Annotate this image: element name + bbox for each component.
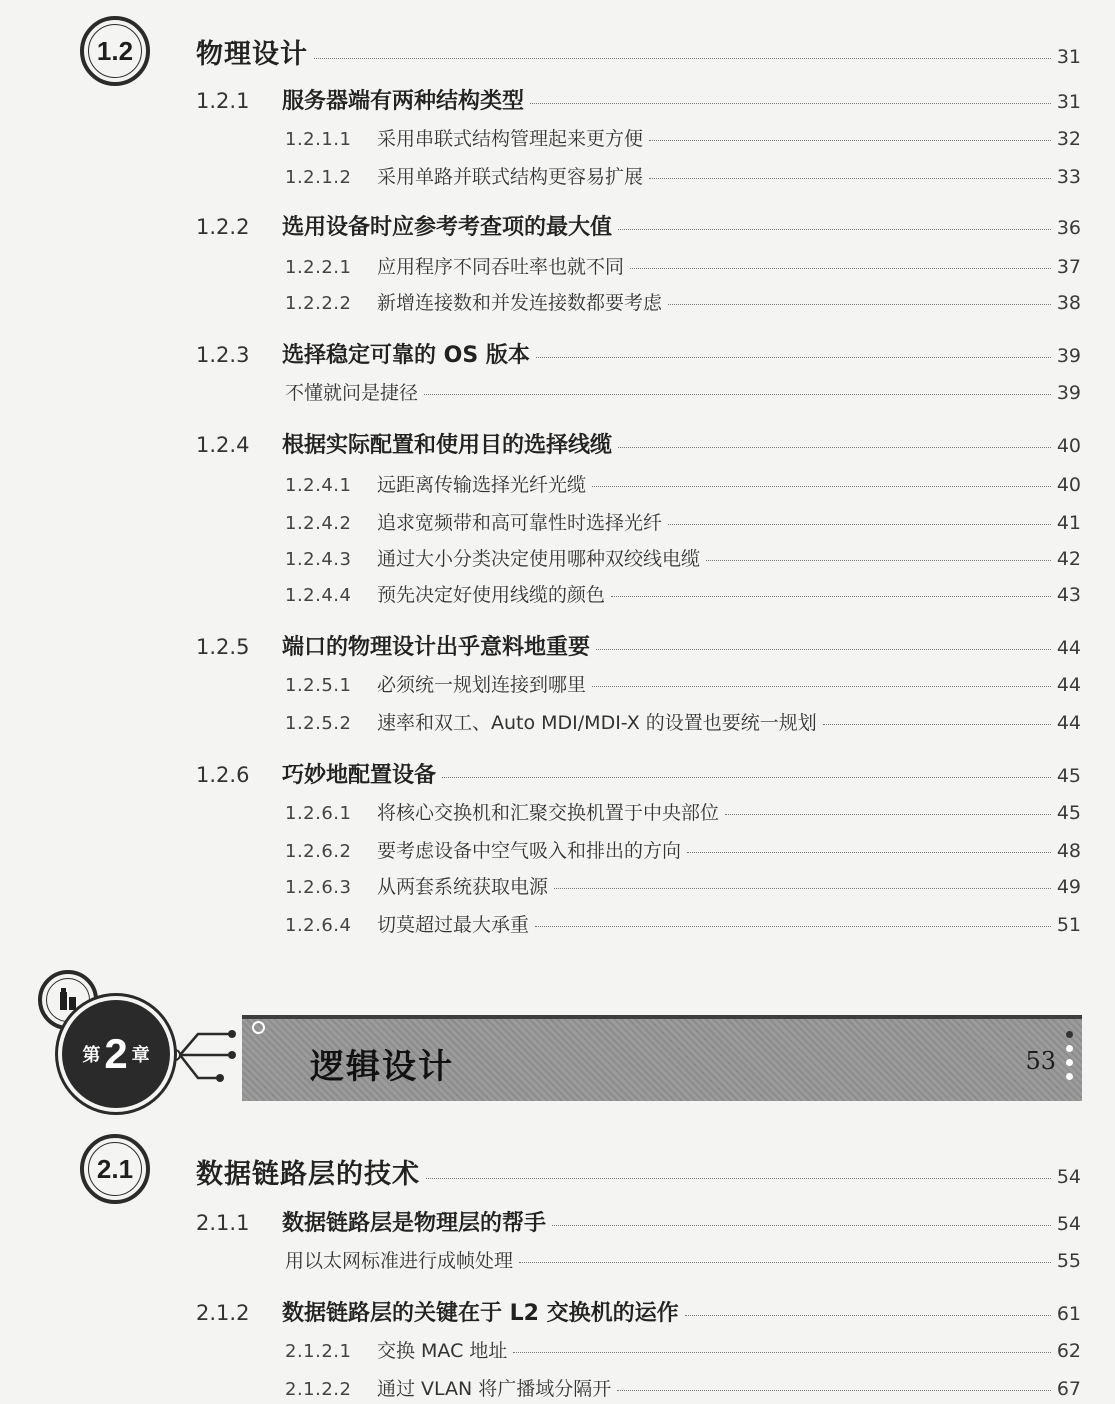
section-badge — [80, 1134, 150, 1204]
entry-number: 1.2.2.1 — [285, 257, 352, 278]
entry-number: 1.2.4 — [196, 433, 250, 457]
banner-ring-icon — [252, 1021, 265, 1034]
entry-number: 1.2.5.1 — [285, 675, 352, 696]
page-number: 37 — [1056, 256, 1081, 278]
dot-leader — [725, 814, 1051, 815]
page-number: 33 — [1056, 166, 1081, 188]
dot-leader — [668, 524, 1051, 525]
toc-entry[interactable] — [196, 1206, 1081, 1236]
section-badge-number: 1.2 — [96, 35, 134, 66]
entry-title: 将核心交换机和汇聚交换机置于中央部位 — [377, 802, 720, 824]
entry-title: 选择稳定可靠的 OS 版本 — [282, 343, 530, 368]
entry-title: 速率和双工、Auto MDI/MDI-X 的设置也要统一规划 — [377, 712, 817, 734]
entry-number: 1.2.3 — [196, 343, 250, 367]
dot-leader — [424, 394, 1051, 395]
entry-title: 远距离传输选择光纤光缆 — [377, 474, 587, 496]
toc-entry[interactable] — [285, 872, 1081, 902]
page-number: 42 — [1056, 548, 1081, 570]
page-number: 49 — [1056, 876, 1081, 898]
toc-entry[interactable] — [285, 162, 1081, 192]
books-icon — [52, 984, 84, 1016]
page-number: 32 — [1056, 128, 1081, 150]
page-number: 61 — [1056, 1303, 1081, 1325]
toc-entry[interactable] — [285, 508, 1081, 538]
entry-number: 2.1.1 — [196, 1211, 250, 1235]
dot-leader — [592, 486, 1051, 487]
entry-number: 1.2.5.2 — [285, 713, 352, 734]
entry-title: 切莫超过最大承重 — [377, 914, 530, 936]
toc-entry[interactable] — [285, 378, 1081, 408]
dot-leader — [314, 58, 1051, 59]
dot-leader — [592, 686, 1051, 687]
entry-title: 从两套系统获取电源 — [377, 876, 549, 898]
page-number: 54 — [1056, 1213, 1081, 1235]
page-number: 31 — [1056, 91, 1081, 113]
toc-entry[interactable] — [285, 1374, 1081, 1404]
dot-leader — [530, 103, 1051, 104]
entry-number: 1.2.1.1 — [285, 129, 352, 150]
dot-leader — [618, 229, 1051, 230]
page-number: 55 — [1056, 1250, 1081, 1272]
page-number: 44 — [1056, 637, 1081, 659]
dot-leader — [519, 1262, 1051, 1263]
entry-title: 通过大小分类决定使用哪种双绞线电缆 — [377, 548, 701, 570]
page-number: 48 — [1056, 840, 1081, 862]
entry-number: 1.2.2.2 — [285, 293, 352, 314]
toc-entry[interactable] — [196, 210, 1081, 240]
dot-leader — [552, 1225, 1051, 1226]
dot-leader — [823, 724, 1051, 725]
entry-title: 交换 MAC 地址 — [377, 1340, 508, 1362]
dot-leader — [630, 268, 1051, 269]
page-number: 40 — [1056, 435, 1081, 457]
page-number: 54 — [1056, 1166, 1081, 1188]
dot-leader — [554, 888, 1051, 889]
page-number: 67 — [1056, 1378, 1081, 1400]
entry-number: 1.2.2 — [196, 215, 250, 239]
toc-section-heading[interactable] — [196, 32, 1081, 70]
dot-leader — [668, 304, 1051, 305]
toc-entry[interactable] — [196, 630, 1081, 660]
page-number: 44 — [1056, 712, 1081, 734]
toc-entry[interactable] — [196, 428, 1081, 458]
dot-leader — [426, 1178, 1051, 1179]
dot-leader — [513, 1352, 1050, 1353]
toc-entry[interactable] — [196, 1296, 1081, 1326]
entry-number: 1.2.5 — [196, 635, 250, 659]
entry-title: 应用程序不同吞吐率也就不同 — [377, 256, 625, 278]
page-number: 51 — [1056, 914, 1081, 936]
entry-number: 1.2.1 — [196, 89, 250, 113]
chapter-number: 2 — [104, 1030, 128, 1077]
page-number: 44 — [1056, 674, 1081, 696]
entry-title: 采用单路并联式结构更容易扩展 — [377, 166, 644, 188]
entry-title: 追求宽频带和高可靠性时选择光纤 — [377, 512, 663, 534]
toc-entry[interactable] — [285, 252, 1081, 282]
entry-title: 不懂就问是捷径 — [285, 382, 419, 404]
toc-entry[interactable] — [285, 910, 1081, 940]
banner-dots-icon — [1066, 1031, 1074, 1087]
toc-entry[interactable] — [285, 670, 1081, 700]
entry-title: 端口的物理设计出乎意料地重要 — [282, 635, 591, 660]
entry-title: 新增连接数和并发连接数都要考虑 — [377, 292, 663, 314]
toc-entry[interactable] — [285, 544, 1081, 574]
chapter-connector-lines — [170, 1020, 245, 1090]
chapter-page-number: 53 — [1025, 1047, 1056, 1075]
toc-entry[interactable] — [196, 758, 1081, 788]
page-number: 45 — [1056, 802, 1081, 824]
page-number: 40 — [1056, 474, 1081, 496]
toc-entry[interactable] — [285, 708, 1081, 738]
entry-number: 1.2.6 — [196, 763, 250, 787]
entry-number: 1.2.4.3 — [285, 549, 352, 570]
page-number: 36 — [1056, 217, 1081, 239]
toc-entry[interactable] — [196, 84, 1081, 114]
section-badge — [80, 16, 150, 86]
entry-title: 巧妙地配置设备 — [282, 763, 437, 788]
entry-number: 1.2.6.3 — [285, 877, 352, 898]
page-number: 38 — [1056, 292, 1081, 314]
page-number: 41 — [1056, 512, 1081, 534]
entry-title: 预先决定好使用线缆的颜色 — [377, 584, 606, 606]
entry-title: 要考虑设备中空气吸入和排出的方向 — [377, 840, 682, 862]
entry-number: 1.2.4.4 — [285, 585, 352, 606]
entry-title: 服务器端有两种结构类型 — [282, 89, 525, 114]
chapter-banner[interactable] — [242, 1015, 1082, 1101]
entry-title: 采用串联式结构管理起来更方便 — [377, 128, 644, 150]
entry-number: 1.2.4.1 — [285, 475, 352, 496]
toc-section-heading[interactable] — [196, 1152, 1081, 1190]
toc-entry[interactable] — [285, 836, 1081, 866]
entry-number: 1.2.6.1 — [285, 803, 352, 824]
toc-entry[interactable] — [285, 1336, 1081, 1366]
entry-number: 2.1.2.2 — [285, 1379, 352, 1400]
dot-leader — [649, 178, 1051, 179]
page-number: 39 — [1056, 382, 1081, 404]
dot-leader — [536, 357, 1051, 358]
entry-title: 根据实际配置和使用目的选择线缆 — [282, 433, 613, 458]
page-number: 62 — [1056, 1340, 1081, 1362]
toc-entry[interactable] — [285, 1246, 1081, 1276]
toc-entry[interactable] — [285, 470, 1081, 500]
dot-leader — [535, 926, 1051, 927]
entry-number: 1.2.6.4 — [285, 915, 352, 936]
entry-title: 用以太网标准进行成帧处理 — [285, 1250, 514, 1272]
page-number: 39 — [1056, 345, 1081, 367]
page-number: 45 — [1056, 765, 1081, 787]
page-number: 43 — [1056, 584, 1081, 606]
entry-title: 必须统一规划连接到哪里 — [377, 674, 587, 696]
chapter-suffix: 章 — [131, 1045, 150, 1066]
toc-entry[interactable] — [285, 288, 1081, 318]
toc-entry[interactable] — [196, 338, 1081, 368]
toc-entry[interactable] — [285, 124, 1081, 154]
entry-number: 2.1.2 — [196, 1301, 250, 1325]
dot-leader — [611, 596, 1051, 597]
entry-number: 1.2.1.2 — [285, 167, 352, 188]
toc-entry[interactable] — [285, 798, 1081, 828]
toc-entry[interactable] — [285, 580, 1081, 610]
entry-number: 2.1.2.1 — [285, 1341, 352, 1362]
dot-leader — [618, 447, 1051, 448]
dot-leader — [649, 140, 1051, 141]
section-title: 物理设计 — [196, 39, 308, 70]
section-title: 数据链路层的技术 — [196, 1159, 420, 1190]
dot-leader — [617, 1390, 1051, 1391]
page-number: 31 — [1056, 46, 1081, 68]
dot-leader — [442, 777, 1051, 778]
entry-title: 数据链路层是物理层的帮手 — [282, 1211, 547, 1236]
entry-title: 通过 VLAN 将广播域分隔开 — [377, 1378, 612, 1400]
section-badge-number: 2.1 — [96, 1153, 134, 1184]
chapter-badge — [62, 1000, 170, 1108]
chapter-title: 逻辑设计 — [310, 1047, 454, 1087]
dot-leader — [685, 1315, 1051, 1316]
entry-title: 数据链路层的关键在于 L2 交换机的运作 — [282, 1301, 679, 1326]
entry-title: 选用设备时应参考考查项的最大值 — [282, 215, 613, 240]
dot-leader — [596, 649, 1051, 650]
dot-leader — [687, 852, 1051, 853]
entry-number: 1.2.6.2 — [285, 841, 352, 862]
dot-leader — [706, 560, 1051, 561]
chapter-prefix: 第 — [82, 1045, 101, 1066]
entry-number: 1.2.4.2 — [285, 513, 352, 534]
